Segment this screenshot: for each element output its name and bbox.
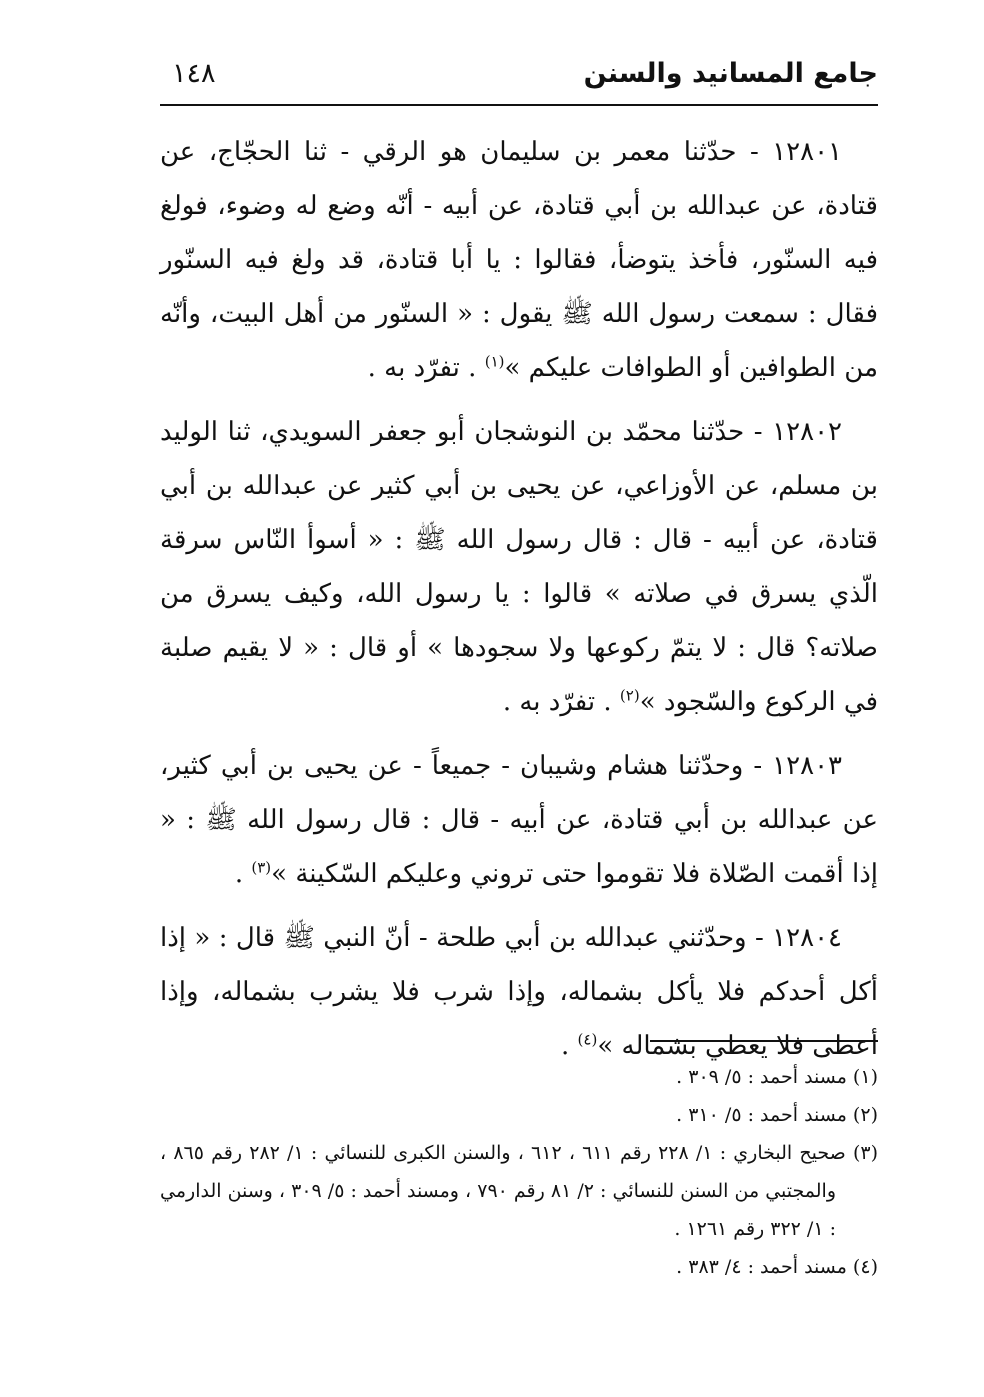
footnote-4: (٤) مسند أحمد : ٤/ ٣٨٣ . [676, 1256, 878, 1278]
hadith-suffix: . تفرّد به . [367, 353, 485, 383]
footnote-ref: (٢) [619, 686, 640, 705]
footnote-3: (٣) صحيح البخاري : ١/ ٢٢٨ رقم ٦١١ ، ٦١٢ ، والسنن الكبرى للنسائي : ١/ ٢٨٢ رقم ٨٦٥ ، والمجتبي من السنن للنسائي : ٢/ ٨١ رقم ٧٩٠ ، ومسند أحمد : ٥/ ٣٠٩ ، وسنن الدارمي : ١/ ٣٢٢ رقم ١٢٦١ . [160, 1142, 879, 1240]
footnote-1: (١) مسند أحمد : ٥/ ٣٠٩ . [676, 1066, 878, 1088]
hadith-12804 [160, 911, 878, 1073]
running-title: جامع المسانيد والسنن [583, 58, 878, 89]
hadith-text: ١٢٨٠١ - حدّثنا معمر بن سليمان هو الرقي - ثنا الحجّاج، عن قتادة، عن عبدالله بن أبي قتادة، عن أبيه - أنّه وضع له وضوء، فولغ فيه السنّور، فأخذ يتوضأ، فقالوا : يا أبا قتادة، قد ولغ فيه السنّور فقال : سمعت رسول الله ﷺ يقول : « السنّور من أهل البيت، وأنّه من الطوافين أو الطوافات عليكم » [160, 137, 878, 383]
hadith-12802 [160, 405, 878, 729]
footnote-ref: (٣) [251, 858, 272, 877]
footnote-ref: (٤) [577, 1030, 598, 1049]
hadith-12803 [160, 739, 878, 901]
hadith-text: ١٢٨٠٢ - حدّثنا محمّد بن النوشجان أبو جعفر السويدي، ثنا الوليد بن مسلم، عن الأوزاعي، عن يحيى بن أبي كثير عن عبدالله بن أبي قتادة، عن أبيه - قال : قال رسول الله ﷺ : « أسوأ النّاس سرقة الّذي يسرق في صلاته » قالوا : يا رسول الله، وكيف يسرق من صلاته؟ قال : لا يتمّ ركوعها ولا سجودها » أو قال : « لا يقيم صلبة في الركوع والسّجود » [160, 417, 878, 717]
footnote-separator [650, 1040, 878, 1042]
hadith-suffix: . تفرّد به . [502, 687, 620, 717]
hadith-text: ١٢٨٠٤ - وحدّثني عبدالله بن أبي طلحة - أنّ النبي ﷺ قال : « إذا أكل أحدكم فلا يأكل بشماله، وإذا شرب فلا يشرب بشماله، وإذا أعطى فلا يعطي بشماله » [160, 923, 878, 1061]
page-header [160, 52, 878, 108]
hadith-12801 [160, 125, 878, 395]
hadith-suffix: . [561, 1031, 578, 1061]
hadith-suffix: . [234, 859, 252, 889]
header-rule [160, 104, 878, 106]
main-text [160, 125, 878, 1083]
footnotes [160, 1058, 878, 1286]
footnote-2: (٢) مسند أحمد : ٥/ ٣١٠ . [676, 1104, 878, 1126]
hadith-text: ١٢٨٠٣ - وحدّثنا هشام وشيبان - جميعاً - عن يحيى بن أبي كثير، عن عبدالله بن أبي قتادة، عن أبيه - قال : قال رسول الله ﷺ : « إذا أقمت الصّلاة فلا تقوموا حتى تروني وعليكم السّكينة » [160, 751, 878, 889]
footnote-ref: (١) [484, 352, 505, 371]
page-number: ١٤٨ [172, 58, 216, 89]
